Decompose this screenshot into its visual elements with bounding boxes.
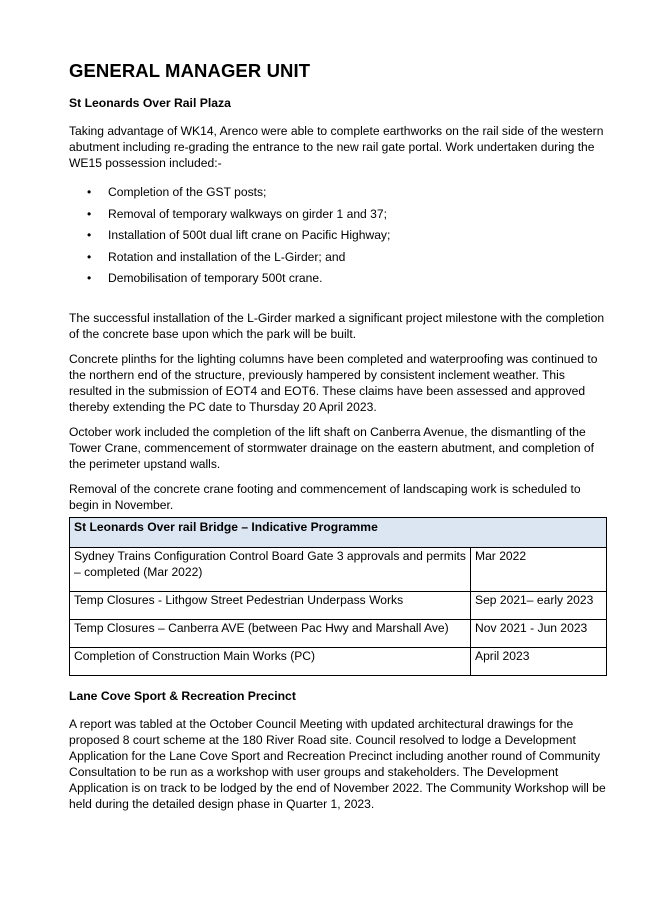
section-heading-lane-cove: Lane Cove Sport & Recreation Precinct xyxy=(69,689,296,703)
document-page xyxy=(69,60,607,821)
date-cell: April 2023 xyxy=(471,648,607,676)
table-row xyxy=(70,548,607,592)
intro-paragraph: Taking advantage of WK14, Arenco were able to complete earthworks on the rail side of the western abutment including re-grading the entrance to the new rail gate portal. Work undertaken during the WE15 possession included:- xyxy=(69,124,604,170)
task-cell: Sydney Trains Configuration Control Board Gate 3 approvals and permits – completed (Mar 2022) xyxy=(70,548,471,592)
table-row xyxy=(70,620,607,648)
table-header: St Leonards Over rail Bridge – Indicative Programme xyxy=(70,518,607,548)
bullet-icon: • xyxy=(87,185,92,199)
list-item: • Removal of temporary walkways on girder 1 and 37; xyxy=(87,206,387,221)
list-item: • Completion of the GST posts; xyxy=(87,185,267,199)
date-cell: Mar 2022 xyxy=(471,548,607,592)
task-cell: Completion of Construction Main Works (PC) xyxy=(70,648,471,676)
october-work-paragraph: October work included the completion of the lift shaft on Canberra Avenue, the dismantling of the Tower Crane, commencement of stormwater drainage on the eastern abutment, and completion of the perimeter upstand walls. xyxy=(69,425,595,471)
list-item: • Installation of 500t dual lift crane on Pacific Highway; xyxy=(87,228,391,242)
date-cell: Sep 2021– early 2023 xyxy=(471,592,607,620)
bullet-icon: • xyxy=(87,228,92,242)
bullet-icon: • xyxy=(87,249,92,264)
page-title: GENERAL MANAGER UNIT xyxy=(69,60,311,81)
table-row xyxy=(70,648,607,676)
indicative-programme-table xyxy=(69,517,607,676)
plinths-paragraph: Concrete plinths for the lighting columns have been completed and waterproofing was continued to the northern end of the structure, previously hampered by consistent inclement weather. This resulted in the submission of EOT4 and EOT6. These claims have been assessed and approved thereby extending the PC date to Thursday 20 April 2023. xyxy=(69,352,598,414)
table-row xyxy=(70,592,607,620)
bullet-icon: • xyxy=(87,206,92,221)
lane-cove-paragraph: A report was tabled at the October Council Meeting with updated architectural drawings for the proposed 8 court scheme at the 180 River Road site. Council resolved to lodge a Development Application for the Lane Cove Sport and Recreation Precinct including another round of Community Consultation to be run as a workshop with user groups and stakeholders. The Development Application is on track to be lodged by the end of November 2022. The Community Workshop will be held during the detailed design phase in Quarter 1, 2023. xyxy=(69,717,606,811)
table-header-row xyxy=(70,518,607,548)
possession-work-list xyxy=(69,184,607,286)
task-cell: Temp Closures – Canberra AVE (between Pac Hwy and Marshall Ave) xyxy=(70,620,471,648)
date-cell: Nov 2021 - Jun 2023 xyxy=(471,620,607,648)
task-cell: Temp Closures - Lithgow Street Pedestrian Underpass Works xyxy=(70,592,471,620)
list-item: • Demobilisation of temporary 500t crane. xyxy=(87,271,323,285)
milestone-paragraph: The successful installation of the L-Girder marked a significant project milestone with the completion of the concrete base upon which the park will be built. xyxy=(69,311,605,341)
november-work-paragraph: Removal of the concrete crane footing and commencement of landscaping work is scheduled to begin in November. xyxy=(69,482,581,512)
bullet-icon: • xyxy=(87,271,92,285)
list-item: • Rotation and installation of the L-Girder; and xyxy=(87,249,346,264)
section-heading-st-leonards: St Leonards Over Rail Plaza xyxy=(69,96,231,110)
